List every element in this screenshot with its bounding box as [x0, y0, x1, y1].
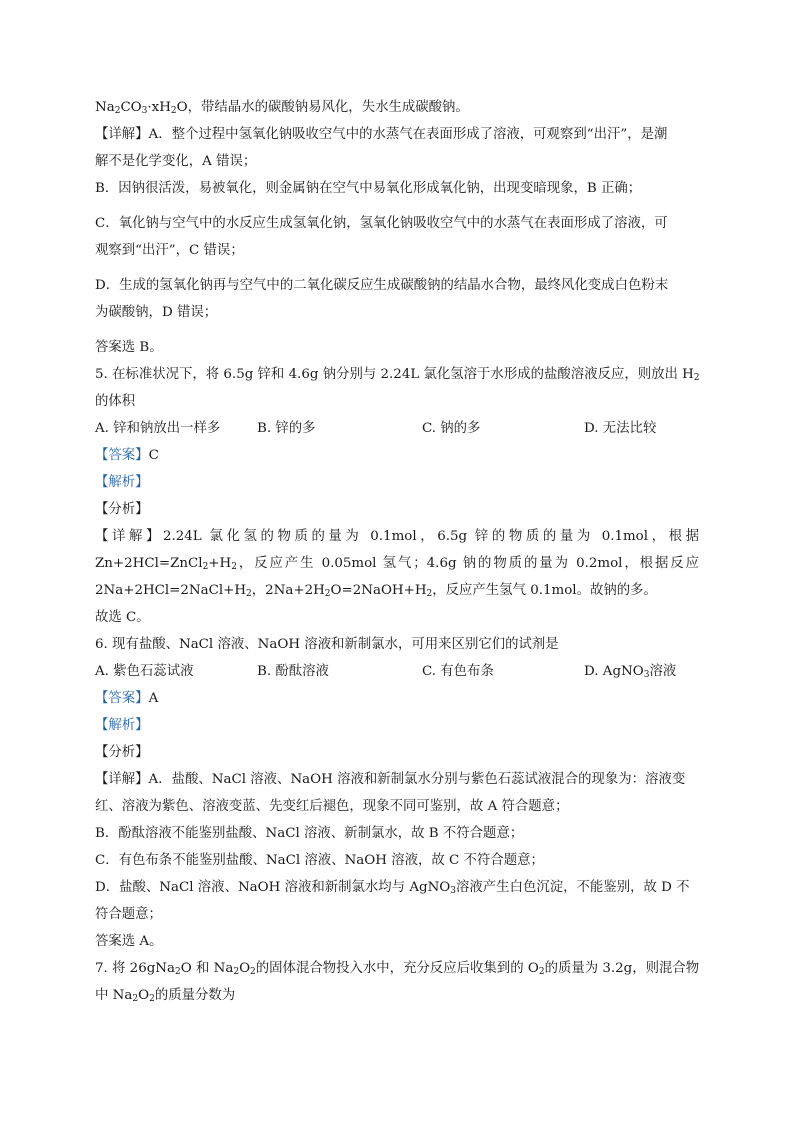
- q5-option-b: B. 锌的多: [257, 421, 316, 436]
- q6-option-a: A. 紫色石蕊试液: [95, 664, 194, 679]
- q4-detail-d1: D．生成的氢氧化钠再与空气中的二氧化碳反应生成碳酸钠的结晶水合物，最终风化变成白色粉末: [95, 278, 669, 293]
- q4-detail-c1: C．氧化钠与空气中的水反应生成氢氧化钠，氢氧化钠吸收空气中的水蒸气在表面形成了溶液，可: [95, 216, 668, 231]
- q6-detail-b: B．酚酞溶液不能鉴别盐酸、NaCl 溶液、新制氯水，故 B 不符合题意；: [95, 826, 524, 841]
- q6-option-c: C. 有色布条: [422, 664, 494, 679]
- q4-detail-d2: 为碳酸钠，D 错误；: [95, 305, 218, 320]
- q6-stem: 6. 现有盐酸、NaCl 溶液、NaOH 溶液和新制氯水，可用来区别它们的试剂是: [95, 637, 559, 652]
- q6-answer-text: 答案选 A。: [95, 934, 163, 949]
- q7-stem-1: 7. 将 26gNa$_2$O 和 $Na_2O_2$的固体混合物投入水中，充分反应后收集到的 $O_2$的质量为 3.2g，则混合物: [95, 961, 700, 977]
- q5-detail-2: $Zn+2HCl=ZnCl_2+H_2$，反应产生 0.05mol 氢气；4.6g 钠的物质的量为 0.2mol，根据反应: [95, 556, 699, 572]
- q6-detail-d1: D．盐酸、NaCl 溶液、NaOH 溶液和新制氯水均与 AgNO$_3$溶液产生白色沉淀，不能鉴别，故 D 不: [95, 880, 690, 896]
- q6-detail-a1: 【详解】A．盐酸、NaCl 溶液、NaOH 溶液和新制氯水分别与紫色石蕊试液混合的现象为：溶液变: [95, 772, 686, 787]
- q4-detail-a1: 【详解】A．整个过程中氢氧化钠吸收空气中的水蒸气在表面形成了溶液，可观察到“出汗”，是潮: [95, 127, 668, 142]
- q5-conclusion: 故选 C。: [95, 610, 150, 625]
- q6-detail-a2: 红、溶液为紫色、溶液变蓝、先变红后褪色，现象不同可鉴别，故 A 符合题意；: [95, 799, 569, 814]
- q5-options: [95, 415, 699, 442]
- q5-option-c: C. 钠的多: [422, 421, 481, 436]
- document-page: [95, 94, 699, 1009]
- q5-option-a: A. 锌和钠放出一样多: [95, 421, 221, 436]
- q6-fenxi-tag: 【分析】: [95, 745, 149, 760]
- q4-answer: 答案选 B。: [95, 340, 163, 355]
- q4-detail-b: B．因钠很活泼，易被氧化，则金属钠在空气中易氧化形成氧化钠，出现变暗现象，B 正确；: [95, 181, 642, 196]
- q6-answer: 【答案】A: [95, 691, 159, 706]
- q5-stem-2: 的体积: [95, 394, 136, 409]
- q5-jiexi-tag: 【解析】: [95, 475, 149, 490]
- q6-option-b: B. 酚酞溶液: [257, 664, 329, 679]
- q4-detail-c2: 观察到“出汗”，C 错误；: [95, 243, 244, 258]
- q4-detail-a2: 解不是化学变化，A 错误；: [95, 154, 257, 169]
- q5-answer: 【答案】C: [95, 448, 159, 463]
- q7-stem-2: 中 $Na_2O_2$的质量分数为: [95, 988, 236, 1004]
- q5-option-d: D. 无法比较: [584, 421, 657, 436]
- q5-fenxi-tag: 【分析】: [95, 502, 149, 517]
- q5-stem-1: 5. 在标准状况下，将 6.5g 锌和 4.6g 钠分别与 2.24L 氯化氢溶于水形成的盐酸溶液反应，则放出 $H_2$: [95, 367, 700, 383]
- q5-detail-1: 【详解】2.24L 氯化氢的物质的量为 0.1mol，6.5g 锌的物质的量为 0.1mol，根据: [95, 529, 699, 544]
- q6-jiexi-tag: 【解析】: [95, 718, 149, 733]
- q6-options: [95, 658, 699, 685]
- q5-detail-3: $2Na+2HCl=2NaCl+H_2$，$2Na+2H_2O=2NaOH+H_2$，反应产生氢气 0.1mol。故钠的多。: [95, 583, 657, 599]
- q6-option-d: D. AgNO$_3$溶液: [584, 664, 677, 680]
- na2co3-text: $Na_2CO_3\cdot xH_2O$，带结晶水的碳酸钠易风化，失水生成碳酸钠。: [95, 100, 469, 116]
- q6-detail-d2: 符合题意；: [95, 907, 162, 922]
- q6-detail-c: C．有色布条不能鉴别盐酸、NaCl 溶液、NaOH 溶液，故 C 不符合题意；: [95, 853, 544, 868]
